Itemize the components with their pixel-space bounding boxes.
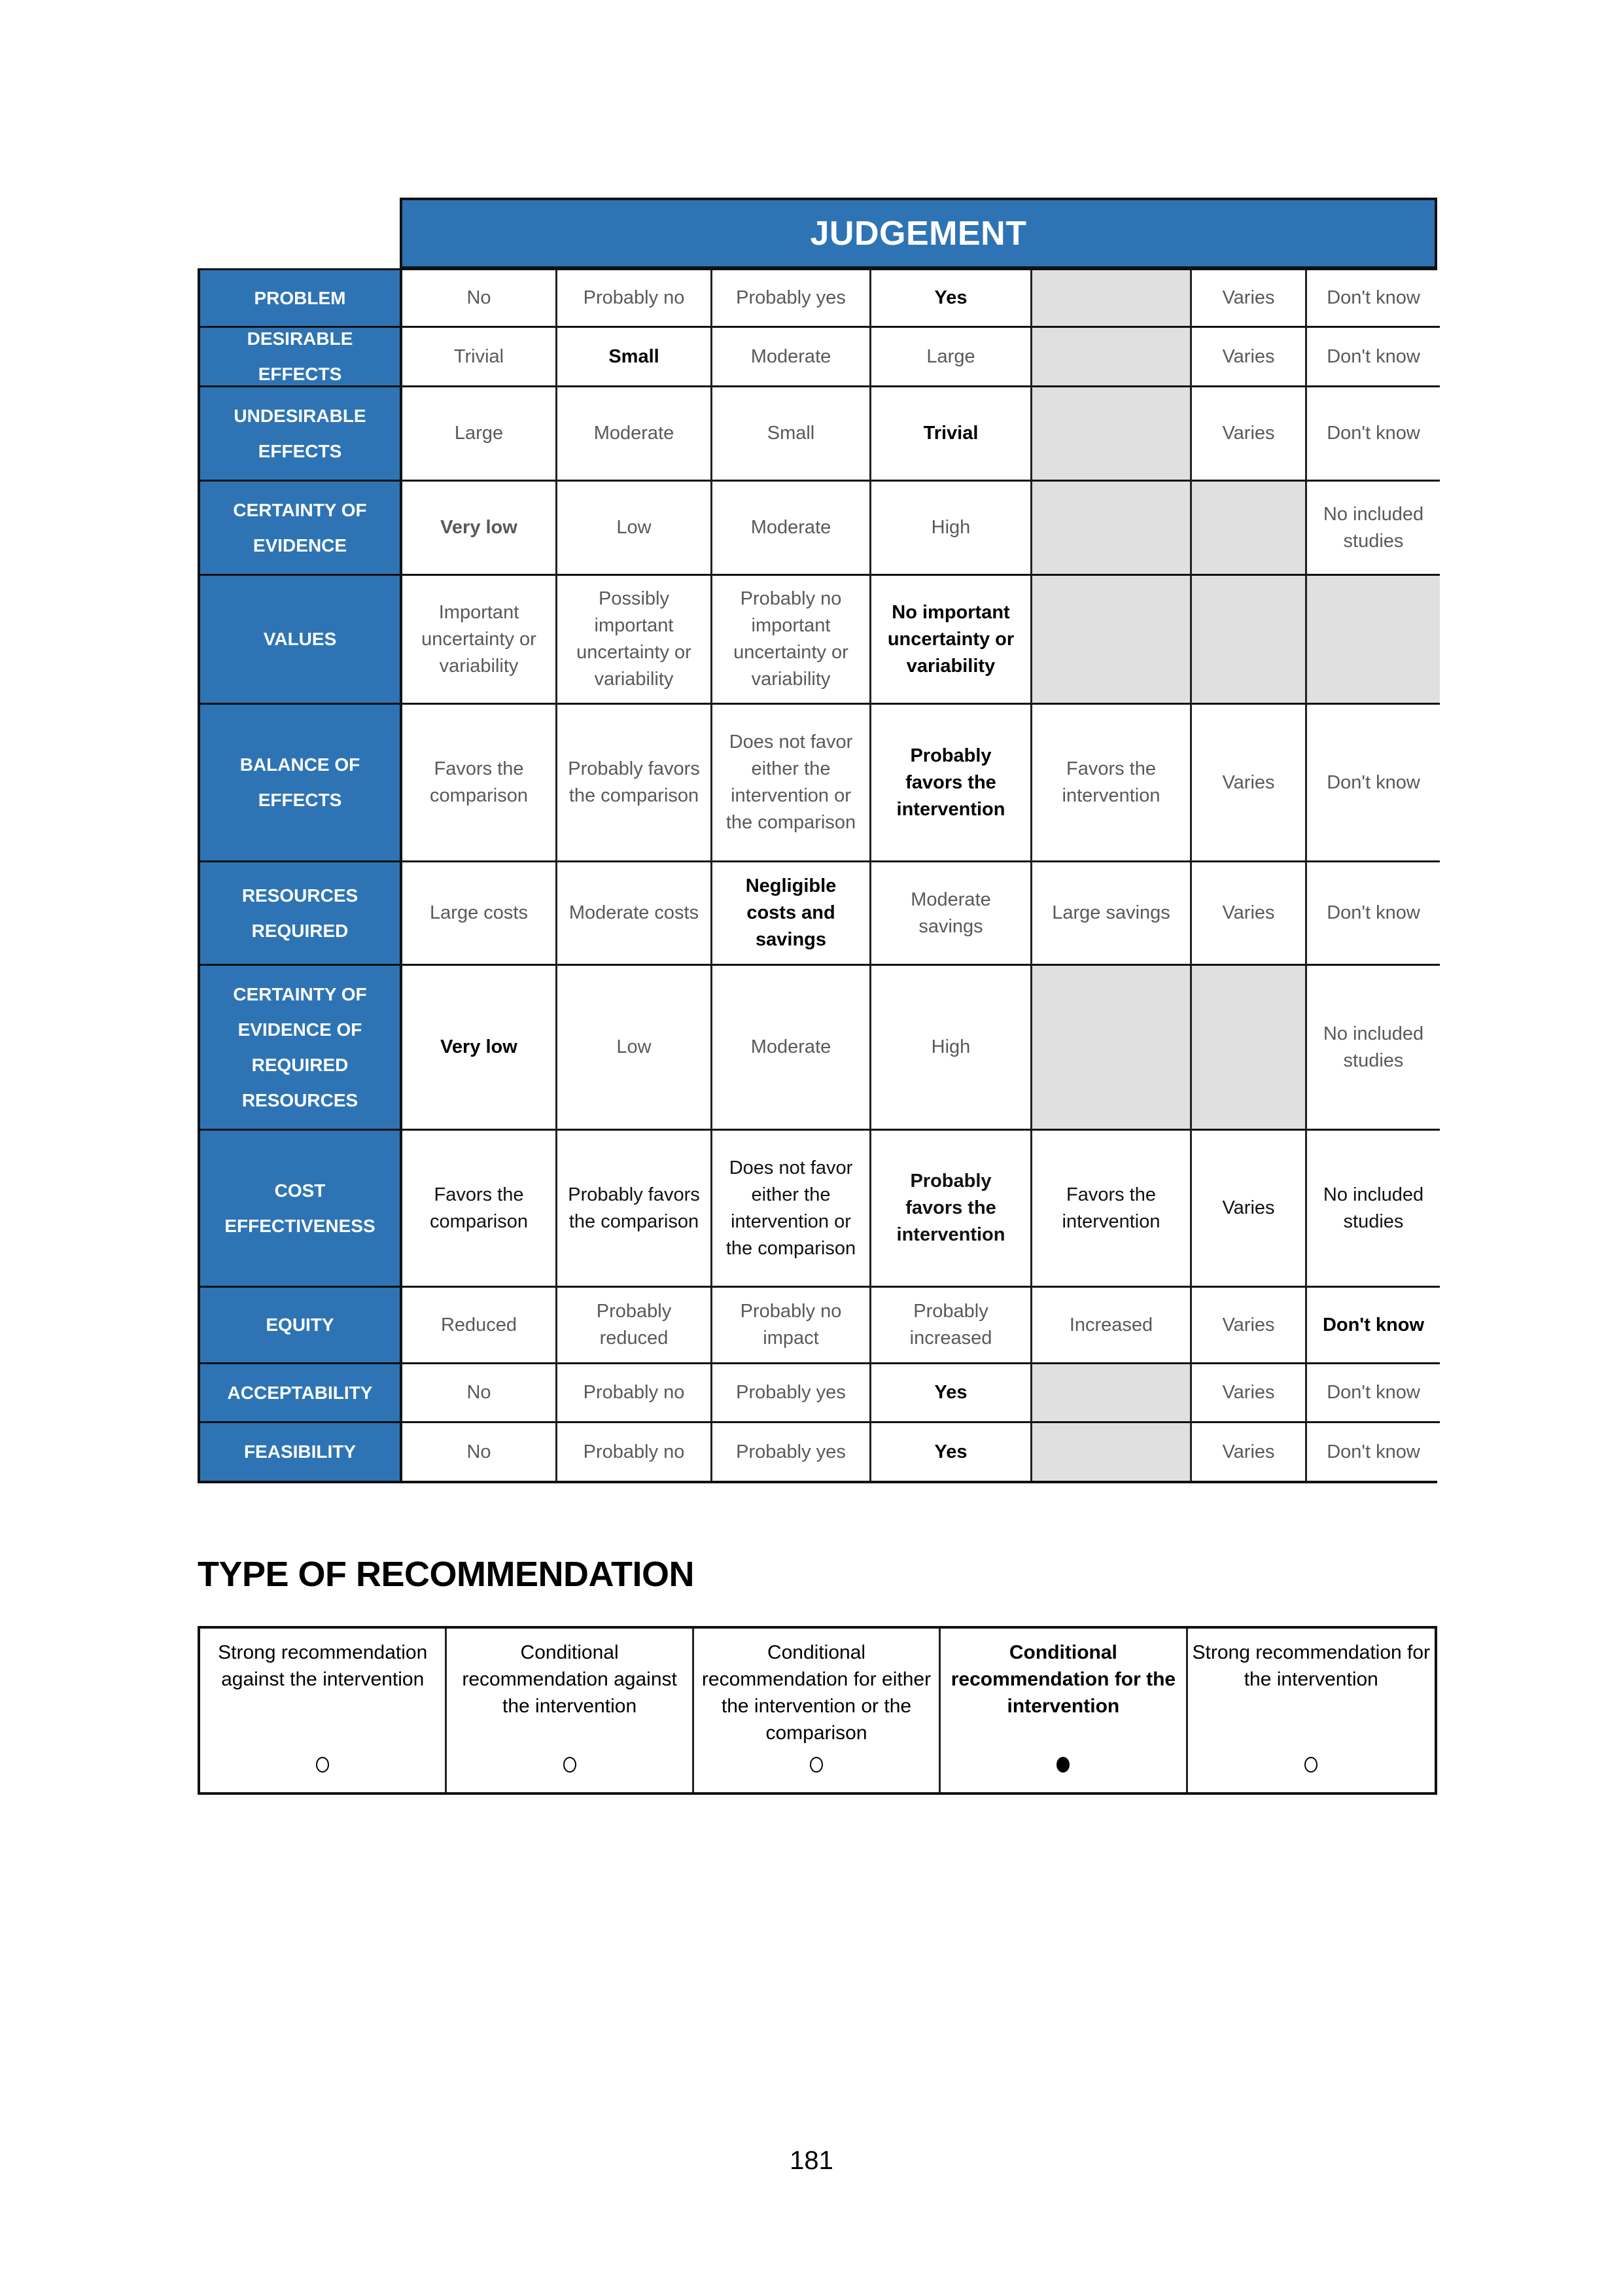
judgement-option[interactable]: Low: [557, 482, 712, 576]
judgement-option-selected[interactable]: Yes: [871, 1423, 1032, 1481]
judgement-option[interactable]: Favors the intervention: [1032, 705, 1192, 862]
criterion-label: COST EFFECTIVENESS: [200, 1131, 402, 1288]
judgement-option[interactable]: Probably yes: [712, 1364, 871, 1423]
criterion-label: UNDESIRABLE EFFECTS: [200, 387, 402, 482]
page-number: 181: [790, 2146, 833, 2175]
judgement-option[interactable]: Does not favor either the intervention or the comparison: [712, 1131, 871, 1288]
criterion-label: DESIRABLE EFFECTS: [200, 328, 402, 387]
judgement-option[interactable]: Moderate savings: [871, 862, 1032, 966]
judgement-option-selected[interactable]: Very low: [402, 482, 557, 576]
judgement-cell-empty: [1032, 966, 1192, 1131]
judgement-option[interactable]: Trivial: [402, 328, 557, 387]
judgement-cell-empty: [1032, 328, 1192, 387]
judgement-cell-empty: [1192, 482, 1307, 576]
recommendation-option[interactable]: [941, 1629, 1187, 1792]
judgement-option-selected[interactable]: Yes: [871, 1364, 1032, 1423]
judgement-option[interactable]: Moderate: [712, 328, 871, 387]
judgement-option[interactable]: Probably no: [557, 1364, 712, 1423]
judgement-option[interactable]: No: [402, 1364, 557, 1423]
judgement-option[interactable]: Favors the intervention: [1032, 1131, 1192, 1288]
judgement-option[interactable]: Large: [402, 387, 557, 482]
judgement-table: [198, 268, 1437, 1483]
judgement-option[interactable]: Probably no impact: [712, 1288, 871, 1364]
criterion-label: PROBLEM: [200, 270, 402, 328]
judgement-option-selected[interactable]: Very low: [402, 966, 557, 1131]
judgement-option[interactable]: Important uncertainty or variability: [402, 576, 557, 705]
radio-empty-icon[interactable]: [1304, 1757, 1318, 1773]
recommendation-option-label: Conditional recommendation for either the intervention or the comparison: [701, 1642, 932, 1744]
judgement-header: [400, 198, 1437, 268]
judgement-option[interactable]: Favors the comparison: [402, 705, 557, 862]
judgement-option[interactable]: Possibly important uncertainty or variability: [557, 576, 712, 705]
recommendation-option-label: Conditional recommendation against the intervention: [462, 1642, 677, 1717]
judgement-option[interactable]: Varies: [1192, 1423, 1307, 1481]
judgement-cell-empty: [1032, 1423, 1192, 1481]
judgement-option[interactable]: Large savings: [1032, 862, 1192, 966]
criterion-label: FEASIBILITY: [200, 1423, 402, 1481]
judgement-option[interactable]: Don't know: [1307, 328, 1440, 387]
judgement-option[interactable]: No: [402, 1423, 557, 1481]
recommendation-option-label: Conditional recommendation for the intervention: [951, 1642, 1176, 1717]
judgement-cell-empty: [1032, 1364, 1192, 1423]
judgement-option[interactable]: Probably yes: [712, 1423, 871, 1481]
judgement-option[interactable]: Probably favors the comparison: [557, 705, 712, 862]
judgement-cell-empty: [1032, 270, 1192, 328]
radio-filled-icon[interactable]: [1056, 1757, 1070, 1773]
judgement-option[interactable]: Moderate: [712, 966, 871, 1131]
judgement-option[interactable]: Large: [871, 328, 1032, 387]
judgement-option-selected[interactable]: No important uncertainty or variability: [871, 576, 1032, 705]
judgement-option[interactable]: Probably yes: [712, 270, 871, 328]
recommendation-option[interactable]: [694, 1629, 941, 1792]
judgement-option[interactable]: Varies: [1192, 705, 1307, 862]
judgement-option[interactable]: Don't know: [1307, 270, 1440, 328]
judgement-option[interactable]: Increased: [1032, 1288, 1192, 1364]
judgement-option[interactable]: Varies: [1192, 270, 1307, 328]
judgement-option[interactable]: Probably increased: [871, 1288, 1032, 1364]
criterion-label: ACCEPTABILITY: [200, 1364, 402, 1423]
judgement-option[interactable]: Don't know: [1307, 387, 1440, 482]
recommendation-option[interactable]: [1188, 1629, 1435, 1792]
judgement-option[interactable]: Varies: [1192, 1131, 1307, 1288]
judgement-option[interactable]: Low: [557, 966, 712, 1131]
recommendation-option[interactable]: [447, 1629, 693, 1792]
judgement-option[interactable]: Favors the comparison: [402, 1131, 557, 1288]
radio-empty-icon[interactable]: [563, 1757, 576, 1773]
judgement-option-selected[interactable]: Negligible costs and savings: [712, 862, 871, 966]
judgement-option[interactable]: Don't know: [1307, 1364, 1440, 1423]
recommendation-option-label: Strong recommendation for the intervention: [1192, 1642, 1431, 1690]
judgement-option[interactable]: Varies: [1192, 1364, 1307, 1423]
judgement-option[interactable]: Probably no: [557, 1423, 712, 1481]
judgement-option[interactable]: Varies: [1192, 387, 1307, 482]
judgement-option[interactable]: Varies: [1192, 328, 1307, 387]
judgement-option[interactable]: Probably no: [557, 270, 712, 328]
criterion-label: CERTAINTY OF EVIDENCE OF REQUIRED RESOURCES: [200, 966, 402, 1131]
judgement-cell-empty: [1032, 482, 1192, 576]
judgement-option[interactable]: Don't know: [1307, 1423, 1440, 1481]
radio-empty-icon[interactable]: [316, 1757, 329, 1773]
recommendation-option[interactable]: [200, 1629, 447, 1792]
judgement-option[interactable]: High: [871, 966, 1032, 1131]
criterion-label: RESOURCES REQUIRED: [200, 862, 402, 966]
criterion-label: BALANCE OF EFFECTS: [200, 705, 402, 862]
judgement-option[interactable]: Large costs: [402, 862, 557, 966]
judgement-option[interactable]: No included studies: [1307, 482, 1440, 576]
judgement-option[interactable]: Probably favors the comparison: [557, 1131, 712, 1288]
judgement-option[interactable]: Varies: [1192, 1288, 1307, 1364]
judgement-title: JUDGEMENT: [810, 214, 1027, 253]
recommendation-heading: TYPE OF RECOMMENDATION: [198, 1555, 695, 1594]
judgement-option[interactable]: High: [871, 482, 1032, 576]
judgement-option-selected[interactable]: Yes: [871, 270, 1032, 328]
judgement-option[interactable]: Don't know: [1307, 705, 1440, 862]
criterion-label: VALUES: [200, 576, 402, 705]
judgement-option[interactable]: No included studies: [1307, 966, 1440, 1131]
judgement-cell-empty: [1192, 966, 1307, 1131]
judgement-option[interactable]: Small: [712, 387, 871, 482]
judgement-option[interactable]: Varies: [1192, 862, 1307, 966]
judgement-cell-empty: [1032, 576, 1192, 705]
criterion-label: CERTAINTY OF EVIDENCE: [200, 482, 402, 576]
judgement-option[interactable]: Probably reduced: [557, 1288, 712, 1364]
judgement-option[interactable]: Probably no important uncertainty or variability: [712, 576, 871, 705]
judgement-option[interactable]: Does not favor either the intervention or the comparison: [712, 705, 871, 862]
judgement-option-selected[interactable]: Probably favors the intervention: [871, 705, 1032, 862]
judgement-option[interactable]: Moderate costs: [557, 862, 712, 966]
judgement-option-selected[interactable]: Small: [557, 328, 712, 387]
judgement-option[interactable]: No included studies: [1307, 1131, 1440, 1288]
judgement-option[interactable]: Moderate: [712, 482, 871, 576]
judgement-option[interactable]: Moderate: [557, 387, 712, 482]
recommendation-table: [198, 1626, 1437, 1795]
judgement-option-selected[interactable]: Don't know: [1307, 1288, 1440, 1364]
judgement-cell-empty: [1192, 576, 1307, 705]
radio-empty-icon[interactable]: [810, 1757, 823, 1773]
judgement-option-selected[interactable]: Trivial: [871, 387, 1032, 482]
criterion-label: EQUITY: [200, 1288, 402, 1364]
judgement-cell-empty: [1307, 576, 1440, 705]
judgement-option[interactable]: No: [402, 270, 557, 328]
recommendation-option-label: Strong recommendation against the intervention: [218, 1642, 428, 1690]
judgement-cell-empty: [1032, 387, 1192, 482]
judgement-option[interactable]: Don't know: [1307, 862, 1440, 966]
judgement-option-selected[interactable]: Probably favors the intervention: [871, 1131, 1032, 1288]
judgement-option[interactable]: Reduced: [402, 1288, 557, 1364]
